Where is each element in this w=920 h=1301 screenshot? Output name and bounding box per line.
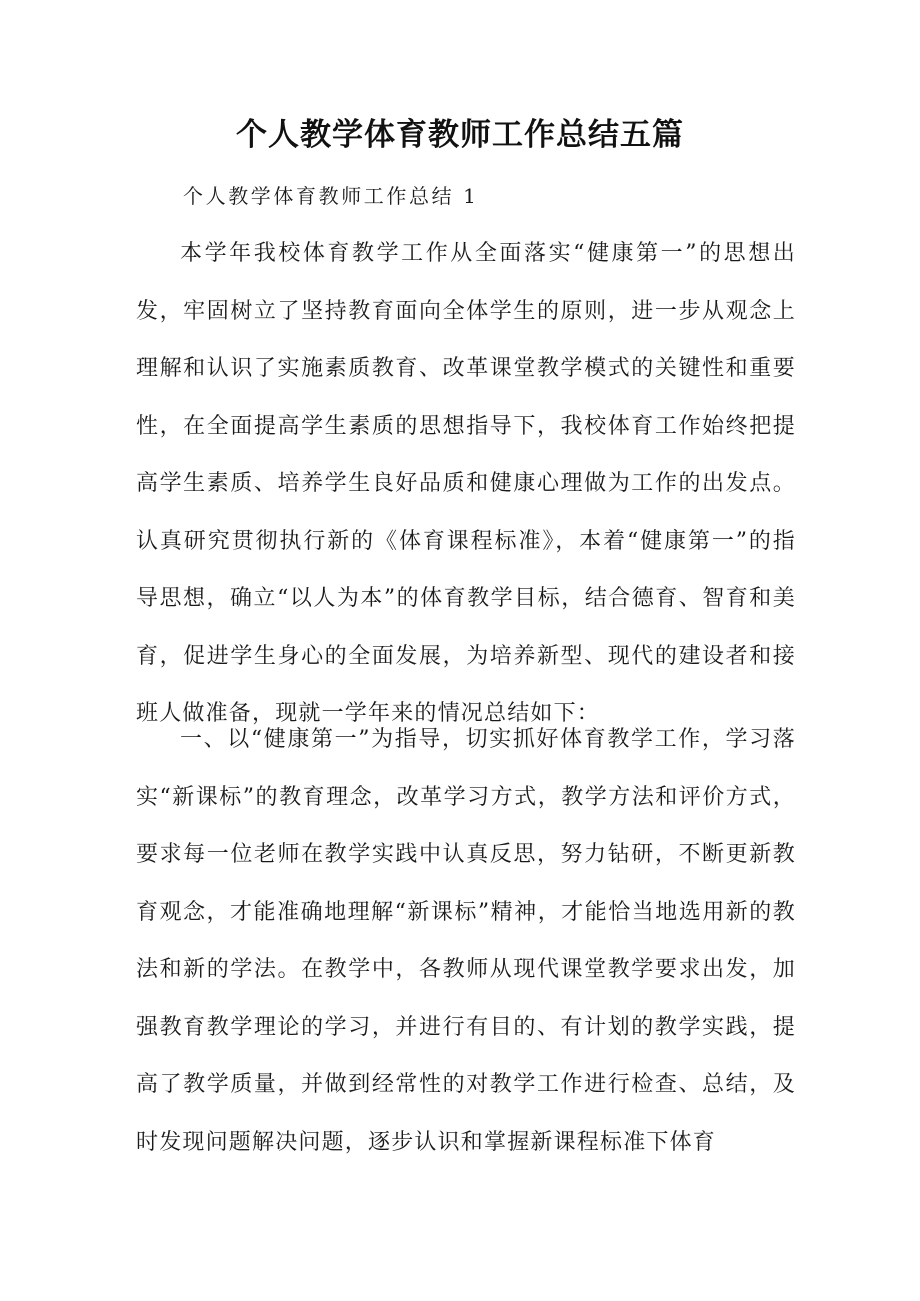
document-title: 个人教学体育教师工作总结五篇: [236, 117, 684, 153]
body-paragraph-1: 本学年我校体育教学工作从全面落实“健康第一”的思想出发，牢固树立了坚持教育面向全体学生的原则，进一步从观念上理解和认识了实施素质教育、改革课堂教学模式的关键性和重要性，在全面提高学生素质的思想指导下，我校体育工作始终把提高学生素质、培养学生良好品质和健康心理做为工作的出发点。认真研究贯彻执行新的《体育课程标准》，本着“健康第一”的指导思想，确立“以人为本”的体育教学目标，结合德育、智育和美育，促进学生身心的全面发展，为培养新型、现代的建设者和接班人做准备，现就一学年来的情况总结如下：: [136, 241, 796, 726]
section-heading: 个人教学体育教师工作总结 1: [183, 184, 479, 208]
body-paragraph-2: 一、以“健康第一”为指导，切实抓好体育教学工作，学习落实“新课标”的教育理念，改革学习方式，教学方法和评价方式，要求每一位老师在教学实践中认真反思，努力钻研，不断更新教育观念，才能准确地理解“新课标”精神，才能恰当地选用新的教法和新的学法。在教学中，各教师从现代课堂教学要求出发，加强教育教学理论的学习，并进行有目的、有计划的教学实践，提高了教学质量，并做到经常性的对教学工作进行检查、总结，及时发现问题解决问题，逐步认识和掌握新课程标准下体育: [136, 727, 796, 1155]
